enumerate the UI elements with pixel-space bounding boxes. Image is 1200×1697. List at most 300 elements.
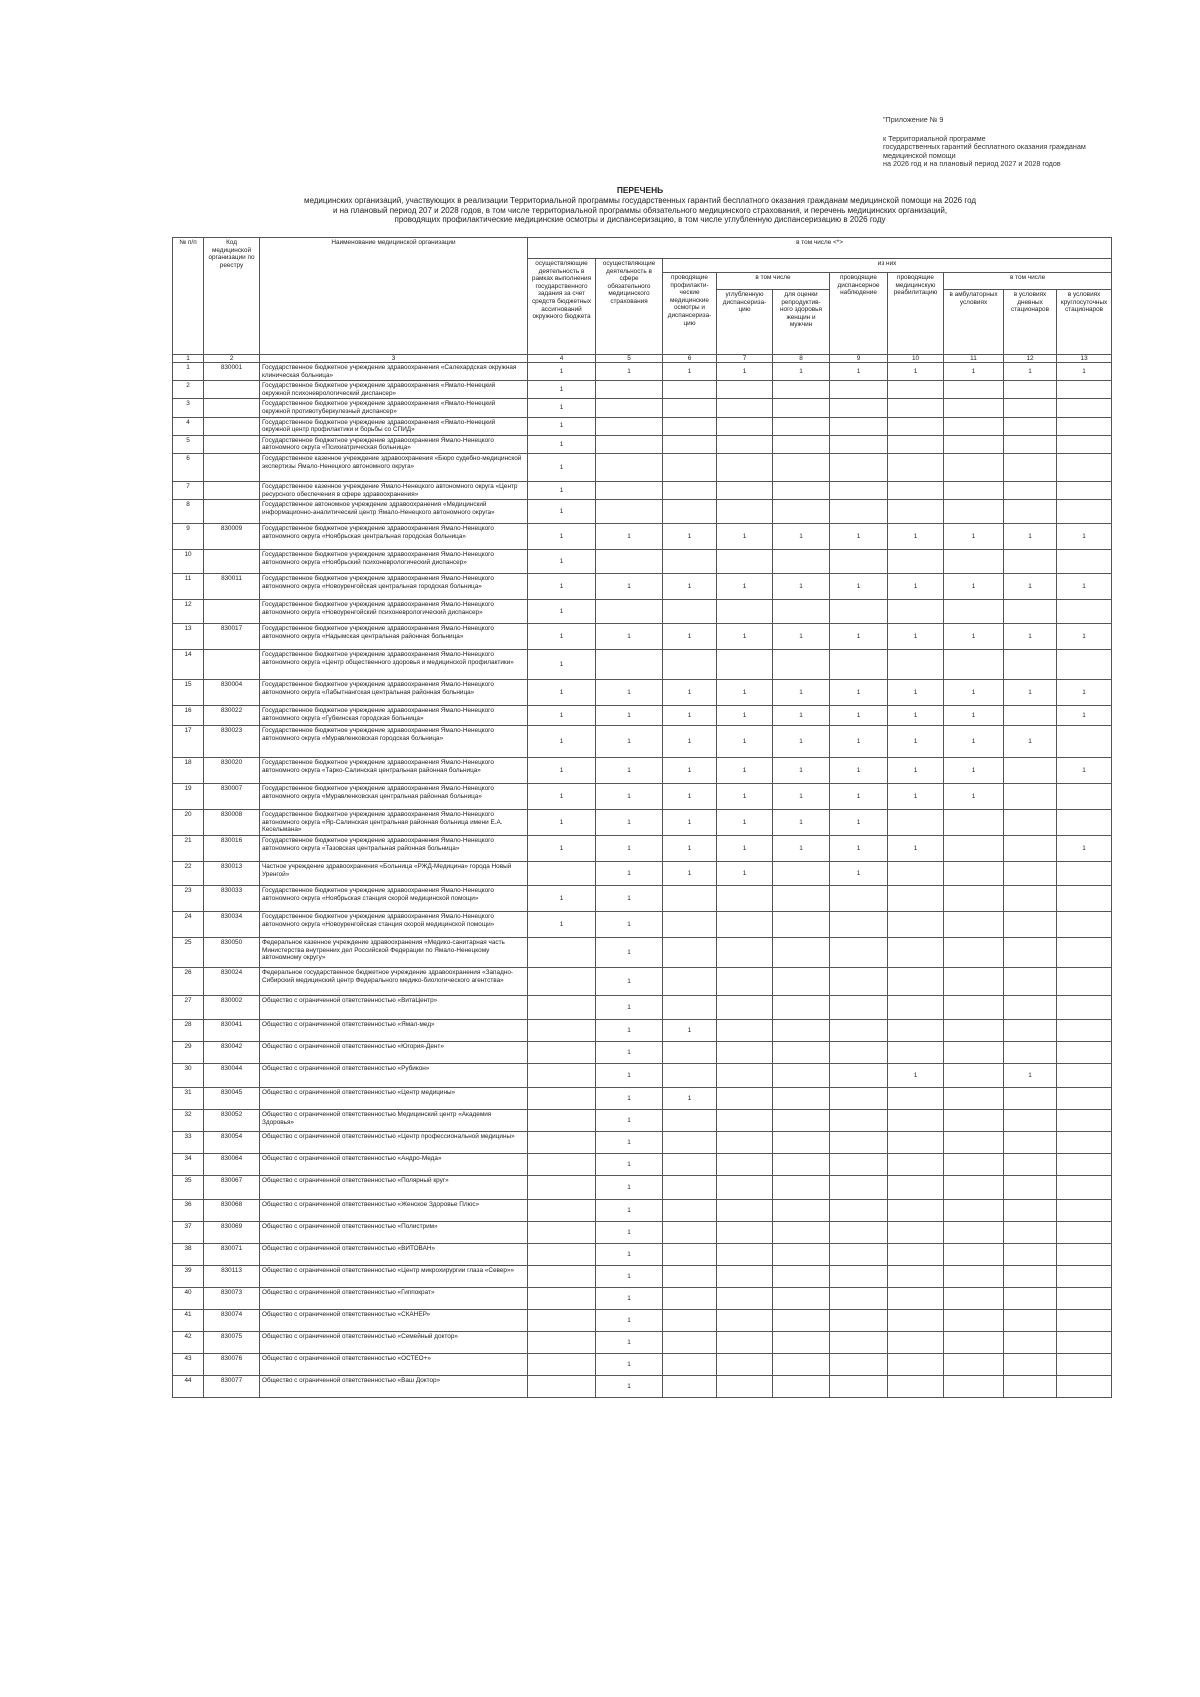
row-organization-name: Государственное бюджетное учреждение здравоохранения Ямало-Ненецкого автономного округа «Ноябрьская центральная городская больница» bbox=[260, 524, 528, 550]
annex-line: к Территориальной программе bbox=[883, 133, 986, 143]
table-row bbox=[173, 912, 1112, 938]
row-flag-col4: 1 bbox=[528, 574, 596, 600]
table-row bbox=[173, 381, 1112, 399]
row-flag-col13 bbox=[1057, 417, 1112, 435]
row-flag-col7 bbox=[717, 399, 773, 417]
row-flag-col9 bbox=[830, 1222, 888, 1244]
row-flag-col9: 1 bbox=[830, 524, 888, 550]
row-flag-col11 bbox=[944, 417, 1004, 435]
row-flag-col10: 1 bbox=[888, 524, 944, 550]
row-number: 8 bbox=[173, 500, 204, 524]
row-number: 44 bbox=[173, 1376, 204, 1398]
row-organization-name: Государственное автономное учреждение здравоохранения «Медицинский информационно-аналитический центр Ямало-Ненецкого автономного округа» bbox=[260, 500, 528, 524]
row-organization-name: Общество с ограниченной ответственностью «Центр профессиональной медицины» bbox=[260, 1132, 528, 1154]
row-number: 35 bbox=[173, 1176, 204, 1200]
row-number: 23 bbox=[173, 886, 204, 912]
row-flag-col9 bbox=[830, 550, 888, 574]
row-flag-col10 bbox=[888, 938, 944, 968]
row-organization-name: Общество с ограниченной ответственностью «Полярный круг» bbox=[260, 1176, 528, 1200]
row-flag-col4 bbox=[528, 1110, 596, 1132]
row-flag-col4 bbox=[528, 1244, 596, 1266]
row-flag-col9: 1 bbox=[830, 574, 888, 600]
row-number: 11 bbox=[173, 574, 204, 600]
row-flag-col7 bbox=[717, 938, 773, 968]
row-flag-col4 bbox=[528, 1132, 596, 1154]
row-flag-col5: 1 bbox=[596, 912, 663, 938]
row-flag-col12 bbox=[1004, 1354, 1057, 1376]
row-flag-col6 bbox=[663, 481, 717, 499]
row-code: 830067 bbox=[204, 1176, 260, 1200]
row-flag-col9 bbox=[830, 1132, 888, 1154]
row-number: 41 bbox=[173, 1310, 204, 1332]
row-flag-col7: 1 bbox=[717, 862, 773, 886]
row-flag-col11 bbox=[944, 836, 1004, 862]
row-number: 21 bbox=[173, 836, 204, 862]
row-flag-col6 bbox=[663, 453, 717, 481]
row-code: 830024 bbox=[204, 968, 260, 996]
row-flag-col8 bbox=[773, 650, 830, 680]
row-flag-col6 bbox=[663, 1042, 717, 1064]
row-flag-col8 bbox=[773, 1266, 830, 1288]
row-flag-col11 bbox=[944, 1110, 1004, 1132]
row-flag-col13 bbox=[1057, 1132, 1112, 1154]
row-flag-col9: 1 bbox=[830, 758, 888, 784]
row-flag-col11 bbox=[944, 453, 1004, 481]
row-flag-col6 bbox=[663, 500, 717, 524]
row-flag-col10 bbox=[888, 912, 944, 938]
row-flag-col9 bbox=[830, 968, 888, 996]
row-flag-col7 bbox=[717, 453, 773, 481]
header-col11: в амбулаторных условиях bbox=[944, 290, 1004, 355]
row-flag-col7 bbox=[717, 600, 773, 624]
row-flag-col9 bbox=[830, 1200, 888, 1222]
row-flag-col6: 1 bbox=[663, 574, 717, 600]
row-flag-col10 bbox=[888, 399, 944, 417]
row-code: 830042 bbox=[204, 1042, 260, 1064]
row-flag-col9 bbox=[830, 1310, 888, 1332]
row-flag-col8: 1 bbox=[773, 574, 830, 600]
row-organization-name: Государственное бюджетное учреждение здравоохранения Ямало-Ненецкого автономного округа «Муравленковская городская больница» bbox=[260, 726, 528, 758]
row-flag-col7 bbox=[717, 1222, 773, 1244]
table-row bbox=[173, 500, 1112, 524]
row-flag-col11 bbox=[944, 862, 1004, 886]
row-flag-col9: 1 bbox=[830, 810, 888, 836]
row-number: 5 bbox=[173, 435, 204, 453]
row-flag-col8 bbox=[773, 1064, 830, 1088]
row-code: 830041 bbox=[204, 1020, 260, 1042]
row-flag-col8 bbox=[773, 886, 830, 912]
row-flag-col5: 1 bbox=[596, 886, 663, 912]
row-flag-col13 bbox=[1057, 1288, 1112, 1310]
row-flag-col8 bbox=[773, 1244, 830, 1266]
header-col6: проводящие профилакти-ческие медицинские осмотры и диспансериза-цию bbox=[663, 273, 717, 355]
header-col13: в условиях круглосуточных стационаров bbox=[1057, 290, 1112, 355]
row-flag-col13 bbox=[1057, 453, 1112, 481]
row-flag-col11 bbox=[944, 996, 1004, 1020]
row-flag-col5 bbox=[596, 435, 663, 453]
row-flag-col8 bbox=[773, 1332, 830, 1354]
row-flag-col4: 1 bbox=[528, 500, 596, 524]
row-code: 830016 bbox=[204, 836, 260, 862]
annex-number: "Приложение № 9 bbox=[883, 115, 944, 124]
row-flag-col11 bbox=[944, 650, 1004, 680]
row-flag-col12 bbox=[1004, 1222, 1057, 1244]
table-row bbox=[173, 1088, 1112, 1110]
row-flag-col13 bbox=[1057, 1376, 1112, 1398]
row-flag-col12 bbox=[1004, 417, 1057, 435]
row-flag-col8: 1 bbox=[773, 810, 830, 836]
table-row bbox=[173, 1288, 1112, 1310]
table-row bbox=[173, 453, 1112, 481]
row-flag-col12 bbox=[1004, 1176, 1057, 1200]
row-organization-name: Общество с ограниченной ответственностью «Югория-Дент» bbox=[260, 1042, 528, 1064]
row-flag-col10 bbox=[888, 1332, 944, 1354]
row-flag-col7 bbox=[717, 912, 773, 938]
row-organization-name: Государственное бюджетное учреждение здравоохранения Ямало-Ненецкого автономного округа «Тарко-Салинская центральная районная больница» bbox=[260, 758, 528, 784]
row-flag-col6 bbox=[663, 417, 717, 435]
row-flag-col10 bbox=[888, 810, 944, 836]
row-number: 34 bbox=[173, 1154, 204, 1176]
row-number: 15 bbox=[173, 680, 204, 706]
row-flag-col9 bbox=[830, 500, 888, 524]
row-flag-col12 bbox=[1004, 758, 1057, 784]
table-row bbox=[173, 996, 1112, 1020]
header-num: № п/п bbox=[173, 238, 204, 355]
row-flag-col10 bbox=[888, 1042, 944, 1064]
row-number: 26 bbox=[173, 968, 204, 996]
column-number: 1 bbox=[173, 355, 204, 363]
row-flag-col6 bbox=[663, 996, 717, 1020]
row-flag-col4: 1 bbox=[528, 399, 596, 417]
column-number: 9 bbox=[830, 355, 888, 363]
row-flag-col4 bbox=[528, 996, 596, 1020]
row-organization-name: Государственное бюджетное учреждение здравоохранения Ямало-Ненецкого автономного округа «Ноябрьская станция скорой медицинской помощи» bbox=[260, 886, 528, 912]
table-row bbox=[173, 1244, 1112, 1266]
table-row bbox=[173, 726, 1112, 758]
row-flag-col10 bbox=[888, 1154, 944, 1176]
row-flag-col10 bbox=[888, 1110, 944, 1132]
row-flag-col13: 1 bbox=[1057, 758, 1112, 784]
row-flag-col6 bbox=[663, 1176, 717, 1200]
row-organization-name: Общество с ограниченной ответственностью «Ваш Доктор» bbox=[260, 1376, 528, 1398]
row-flag-col6: 1 bbox=[663, 726, 717, 758]
row-flag-col13 bbox=[1057, 481, 1112, 499]
row-code: 830077 bbox=[204, 1376, 260, 1398]
row-flag-col10: 1 bbox=[888, 624, 944, 650]
row-flag-col9 bbox=[830, 1266, 888, 1288]
row-flag-col6 bbox=[663, 1154, 717, 1176]
row-flag-col5: 1 bbox=[596, 726, 663, 758]
row-flag-col12 bbox=[1004, 1310, 1057, 1332]
table-row bbox=[173, 784, 1112, 810]
row-flag-col5: 1 bbox=[596, 680, 663, 706]
table-row bbox=[173, 481, 1112, 499]
row-flag-col12 bbox=[1004, 435, 1057, 453]
row-flag-col11 bbox=[944, 600, 1004, 624]
row-flag-col8 bbox=[773, 1132, 830, 1154]
table-row bbox=[173, 600, 1112, 624]
row-flag-col13 bbox=[1057, 726, 1112, 758]
row-number: 38 bbox=[173, 1244, 204, 1266]
row-flag-col6 bbox=[663, 1200, 717, 1222]
row-number: 3 bbox=[173, 399, 204, 417]
row-flag-col8 bbox=[773, 381, 830, 399]
document-title bbox=[170, 186, 1110, 225]
row-flag-col4 bbox=[528, 1266, 596, 1288]
row-flag-col8 bbox=[773, 862, 830, 886]
row-flag-col4: 1 bbox=[528, 680, 596, 706]
row-flag-col7 bbox=[717, 550, 773, 574]
row-flag-col4: 1 bbox=[528, 726, 596, 758]
row-flag-col10 bbox=[888, 996, 944, 1020]
row-number: 12 bbox=[173, 600, 204, 624]
row-number: 42 bbox=[173, 1332, 204, 1354]
row-flag-col6 bbox=[663, 1266, 717, 1288]
row-flag-col13 bbox=[1057, 1154, 1112, 1176]
row-flag-col10 bbox=[888, 862, 944, 886]
header-col9: проводящие диспансерное наблюдение bbox=[830, 273, 888, 355]
row-flag-col8 bbox=[773, 1088, 830, 1110]
row-number: 43 bbox=[173, 1354, 204, 1376]
row-organization-name: Государственное бюджетное учреждение здравоохранения Ямало-Ненецкого автономного округа «Ноябрьский психоневрологический диспансер» bbox=[260, 550, 528, 574]
row-flag-col10 bbox=[888, 1088, 944, 1110]
row-flag-col10: 1 bbox=[888, 1064, 944, 1088]
row-flag-col8 bbox=[773, 1376, 830, 1398]
row-flag-col9 bbox=[830, 1176, 888, 1200]
table-row bbox=[173, 399, 1112, 417]
row-flag-col7 bbox=[717, 650, 773, 680]
row-flag-col5: 1 bbox=[596, 624, 663, 650]
row-flag-col10 bbox=[888, 1310, 944, 1332]
row-flag-col8 bbox=[773, 1110, 830, 1132]
row-flag-col4 bbox=[528, 1332, 596, 1354]
row-flag-col5: 1 bbox=[596, 1200, 663, 1222]
row-organization-name: Государственное казенное учреждение здравоохранения «Бюро судебно-медицинской экспертизы Ямало-Ненецкого автономного округа» bbox=[260, 453, 528, 481]
row-flag-col11: 1 bbox=[944, 624, 1004, 650]
row-number: 17 bbox=[173, 726, 204, 758]
row-flag-col13 bbox=[1057, 1110, 1112, 1132]
row-flag-col13 bbox=[1057, 650, 1112, 680]
row-flag-col12 bbox=[1004, 453, 1057, 481]
row-flag-col6: 1 bbox=[663, 810, 717, 836]
annex-line: государственных гарантий бесплатного оказания гражданам bbox=[883, 142, 1086, 152]
row-flag-col10: 1 bbox=[888, 574, 944, 600]
column-number: 2 bbox=[204, 355, 260, 363]
row-flag-col5: 1 bbox=[596, 363, 663, 381]
row-flag-col13 bbox=[1057, 912, 1112, 938]
row-flag-col5: 1 bbox=[596, 1376, 663, 1398]
row-organization-name: Общество с ограниченной ответственностью «Центр медицины» bbox=[260, 1088, 528, 1110]
row-flag-col9 bbox=[830, 912, 888, 938]
row-code: 830073 bbox=[204, 1288, 260, 1310]
table-row bbox=[173, 1064, 1112, 1088]
row-flag-col6: 1 bbox=[663, 363, 717, 381]
annex-line: медицинской помощи bbox=[883, 150, 956, 160]
row-organization-name: Общество с ограниченной ответственностью «ВИТОВАН» bbox=[260, 1244, 528, 1266]
row-flag-col8: 1 bbox=[773, 706, 830, 726]
row-flag-col7 bbox=[717, 1266, 773, 1288]
row-code bbox=[204, 500, 260, 524]
row-flag-col9: 1 bbox=[830, 363, 888, 381]
table-row bbox=[173, 1354, 1112, 1376]
row-number: 37 bbox=[173, 1222, 204, 1244]
row-flag-col5: 1 bbox=[596, 1222, 663, 1244]
row-flag-col13 bbox=[1057, 996, 1112, 1020]
row-flag-col7: 1 bbox=[717, 624, 773, 650]
row-flag-col7 bbox=[717, 1042, 773, 1064]
row-flag-col13 bbox=[1057, 600, 1112, 624]
row-organization-name: Общество с ограниченной ответственностью «Рубикон» bbox=[260, 1064, 528, 1088]
row-organization-name: Государственное бюджетное учреждение здравоохранения «Ямало-Ненецкий окружной центр профилактики и борьбы со СПИД» bbox=[260, 417, 528, 435]
row-flag-col4 bbox=[528, 1354, 596, 1376]
row-number: 9 bbox=[173, 524, 204, 550]
row-flag-col12: 1 bbox=[1004, 1064, 1057, 1088]
row-flag-col11 bbox=[944, 1042, 1004, 1064]
row-flag-col8 bbox=[773, 399, 830, 417]
table-row bbox=[173, 1042, 1112, 1064]
row-number: 20 bbox=[173, 810, 204, 836]
row-flag-col6 bbox=[663, 1310, 717, 1332]
row-number: 22 bbox=[173, 862, 204, 886]
row-flag-col6: 1 bbox=[663, 836, 717, 862]
row-number: 30 bbox=[173, 1064, 204, 1088]
row-flag-col9 bbox=[830, 1376, 888, 1398]
row-flag-col4 bbox=[528, 968, 596, 996]
row-number: 10 bbox=[173, 550, 204, 574]
row-flag-col11 bbox=[944, 1244, 1004, 1266]
row-flag-col6 bbox=[663, 968, 717, 996]
row-flag-col8 bbox=[773, 435, 830, 453]
row-flag-col11 bbox=[944, 938, 1004, 968]
row-number: 24 bbox=[173, 912, 204, 938]
row-flag-col5: 1 bbox=[596, 524, 663, 550]
row-flag-col12 bbox=[1004, 784, 1057, 810]
row-flag-col11 bbox=[944, 1332, 1004, 1354]
row-number: 39 bbox=[173, 1266, 204, 1288]
row-number: 4 bbox=[173, 417, 204, 435]
row-code: 830113 bbox=[204, 1266, 260, 1288]
row-flag-col12 bbox=[1004, 938, 1057, 968]
row-flag-col11 bbox=[944, 1088, 1004, 1110]
row-flag-col10 bbox=[888, 1376, 944, 1398]
header-col4: осуществляющие деятельность в рамках выполнения государственного задания за счет средств бюджетных ассигнований окружного бюджета bbox=[528, 259, 596, 355]
row-flag-col7 bbox=[717, 500, 773, 524]
row-flag-col6 bbox=[663, 1332, 717, 1354]
row-flag-col4 bbox=[528, 1020, 596, 1042]
annex-line: на 2026 год и на плановый период 2027 и 2028 годов bbox=[883, 159, 1061, 169]
row-organization-name: Государственное бюджетное учреждение здравоохранения Ямало-Ненецкого автономного округа «Губкинская городская больница» bbox=[260, 706, 528, 726]
row-flag-col12 bbox=[1004, 1020, 1057, 1042]
header-row bbox=[173, 238, 1112, 259]
row-flag-col4: 1 bbox=[528, 524, 596, 550]
row-flag-col13: 1 bbox=[1057, 624, 1112, 650]
row-flag-col6: 1 bbox=[663, 758, 717, 784]
row-flag-col5: 1 bbox=[596, 968, 663, 996]
row-organization-name: Государственное бюджетное учреждение здравоохранения «Салехардская окружная клиническая больница» bbox=[260, 363, 528, 381]
row-flag-col6 bbox=[663, 600, 717, 624]
row-flag-col4 bbox=[528, 1088, 596, 1110]
row-code: 830075 bbox=[204, 1332, 260, 1354]
row-flag-col6 bbox=[663, 1222, 717, 1244]
row-code: 830004 bbox=[204, 680, 260, 706]
row-flag-col10 bbox=[888, 1176, 944, 1200]
row-organization-name: Государственное бюджетное учреждение здравоохранения «Ямало-Ненецкий окружной психоневрологический диспансер» bbox=[260, 381, 528, 399]
row-organization-name: Государственное бюджетное учреждение здравоохранения Ямало-Ненецкого автономного округа «Муравленковская центральная районная больница» bbox=[260, 784, 528, 810]
table-row bbox=[173, 810, 1112, 836]
row-flag-col11 bbox=[944, 1376, 1004, 1398]
row-flag-col12 bbox=[1004, 1288, 1057, 1310]
row-flag-col8 bbox=[773, 481, 830, 499]
row-flag-col5: 1 bbox=[596, 1266, 663, 1288]
row-organization-name: Общество с ограниченной ответственностью «Гиппократ» bbox=[260, 1288, 528, 1310]
row-flag-col11 bbox=[944, 500, 1004, 524]
row-flag-col6: 1 bbox=[663, 624, 717, 650]
row-flag-col5: 1 bbox=[596, 1042, 663, 1064]
table-row bbox=[173, 1266, 1112, 1288]
row-flag-col8 bbox=[773, 1354, 830, 1376]
row-organization-name: Государственное бюджетное учреждение здравоохранения Ямало-Ненецкого автономного округа «Новоуренгойский психоневрологический диспансер» bbox=[260, 600, 528, 624]
table-row bbox=[173, 680, 1112, 706]
row-flag-col8: 1 bbox=[773, 758, 830, 784]
row-flag-col7: 1 bbox=[717, 680, 773, 706]
row-flag-col7: 1 bbox=[717, 758, 773, 784]
row-flag-col12 bbox=[1004, 706, 1057, 726]
row-flag-col8 bbox=[773, 600, 830, 624]
row-flag-col7 bbox=[717, 1200, 773, 1222]
row-flag-col4: 1 bbox=[528, 758, 596, 784]
table-row bbox=[173, 650, 1112, 680]
row-flag-col13 bbox=[1057, 1332, 1112, 1354]
row-number: 1 bbox=[173, 363, 204, 381]
row-organization-name: Государственное бюджетное учреждение здравоохранения «Ямало-Ненецкий окружной противотуберкулезный диспансер» bbox=[260, 399, 528, 417]
row-flag-col10 bbox=[888, 481, 944, 499]
row-flag-col6 bbox=[663, 886, 717, 912]
row-flag-col9: 1 bbox=[830, 862, 888, 886]
row-flag-col12: 1 bbox=[1004, 624, 1057, 650]
row-flag-col4 bbox=[528, 1310, 596, 1332]
row-code bbox=[204, 600, 260, 624]
row-number: 29 bbox=[173, 1042, 204, 1064]
row-flag-col9 bbox=[830, 481, 888, 499]
row-flag-col7: 1 bbox=[717, 784, 773, 810]
row-flag-col5: 1 bbox=[596, 1110, 663, 1132]
row-flag-col5: 1 bbox=[596, 1332, 663, 1354]
row-flag-col6: 1 bbox=[663, 862, 717, 886]
table-row bbox=[173, 550, 1112, 574]
row-organization-name: Общество с ограниченной ответственностью «Полистрим» bbox=[260, 1222, 528, 1244]
table-row bbox=[173, 1310, 1112, 1332]
row-flag-col9 bbox=[830, 938, 888, 968]
row-flag-col5: 1 bbox=[596, 1288, 663, 1310]
row-organization-name: Государственное бюджетное учреждение здравоохранения Ямало-Ненецкого автономного округа «Новоуренгойская станция скорой медицинской помощи» bbox=[260, 912, 528, 938]
row-flag-col7 bbox=[717, 1354, 773, 1376]
row-flag-col5 bbox=[596, 550, 663, 574]
row-flag-col9 bbox=[830, 1244, 888, 1266]
row-flag-col7 bbox=[717, 381, 773, 399]
row-flag-col7: 1 bbox=[717, 836, 773, 862]
row-flag-col13: 1 bbox=[1057, 706, 1112, 726]
row-flag-col9 bbox=[830, 381, 888, 399]
row-organization-name: Государственное бюджетное учреждение здравоохранения Ямало-Ненецкого автономного округа «Психиатрическая больница» bbox=[260, 435, 528, 453]
row-code bbox=[204, 550, 260, 574]
row-flag-col5 bbox=[596, 500, 663, 524]
row-code: 830020 bbox=[204, 758, 260, 784]
row-flag-col11 bbox=[944, 1154, 1004, 1176]
row-flag-col12 bbox=[1004, 399, 1057, 417]
row-flag-col13 bbox=[1057, 1064, 1112, 1088]
row-flag-col5: 1 bbox=[596, 996, 663, 1020]
row-code: 830045 bbox=[204, 1088, 260, 1110]
